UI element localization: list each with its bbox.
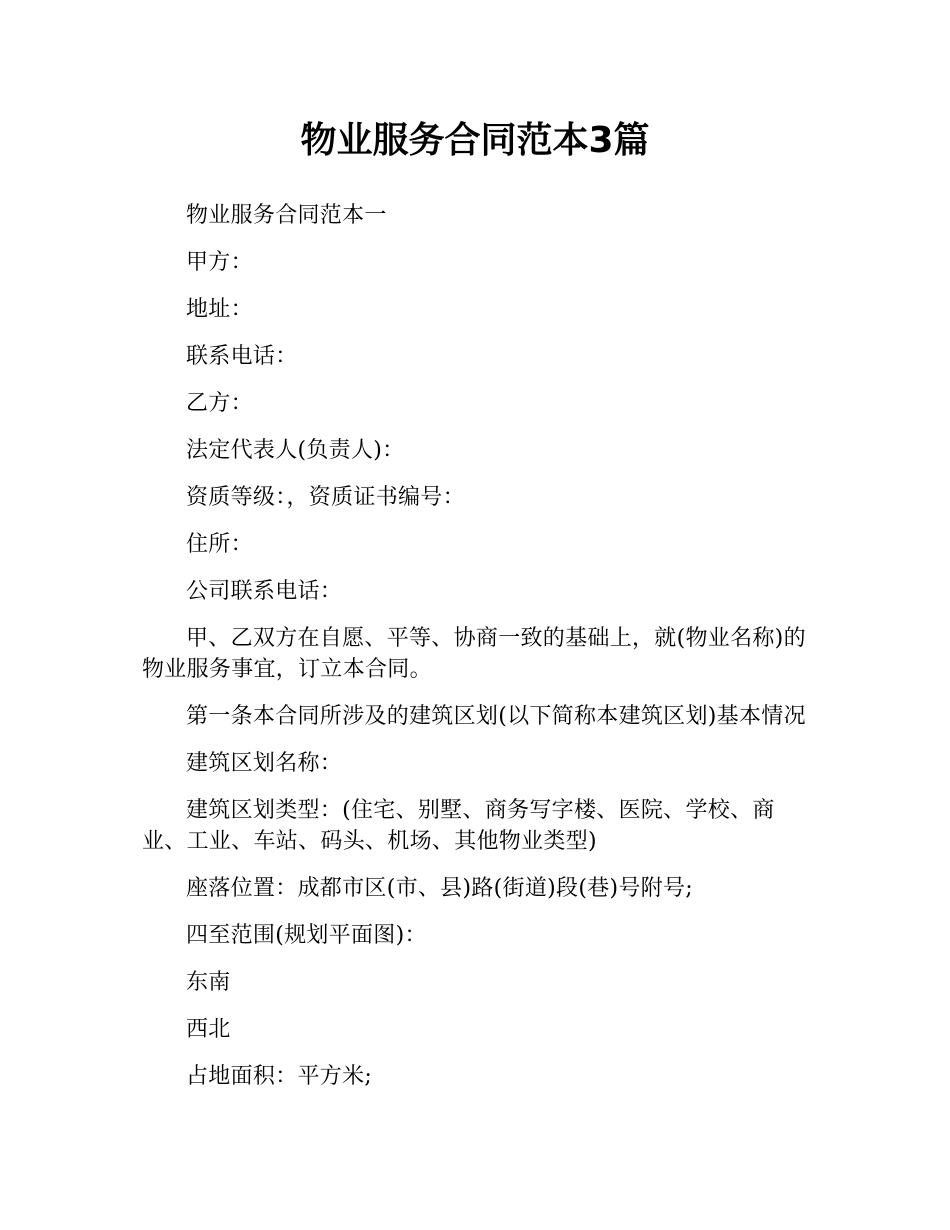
article-one-heading: 第一条本合同所涉及的建筑区划(以下简称本建筑区划)基本情况 — [186, 704, 806, 729]
subtitle-contract-one: 物业服务合同范本一 — [186, 203, 387, 228]
zone-name-label: 建筑区划名称： — [186, 751, 343, 776]
qualification-label: 资质等级：，资质证书编号： — [186, 485, 465, 510]
party-a-label: 甲方： — [186, 250, 253, 275]
legal-representative-label: 法定代表人(负责人)： — [186, 438, 405, 463]
party-b-label: 乙方： — [186, 391, 253, 416]
location-label: 座落位置：成都市区(市、县)路(街道)段(巷)号附号; — [186, 876, 694, 901]
company-phone-label: 公司联系电话： — [186, 579, 343, 604]
document-title: 物业服务合同范本3篇 — [300, 120, 650, 161]
phone-label: 联系电话： — [186, 344, 298, 369]
boundary-west-north: 西北 — [186, 1017, 231, 1042]
document-body — [142, 200, 810, 1108]
land-area-label: 占地面积：平方米; — [186, 1064, 373, 1089]
residence-label: 住所： — [186, 532, 253, 557]
boundary-east-south: 东南 — [186, 970, 231, 995]
boundary-label: 四至范围(规划平面图)： — [186, 923, 427, 948]
agreement-paragraph: 甲、乙双方在自愿、平等、协商一致的基础上，就(物业名称)的物业服务事宜，订立本合同。 — [142, 626, 806, 682]
address-label: 地址： — [186, 297, 253, 322]
zone-type-label: 建筑区划类型：(住宅、别墅、商务写字楼、医院、学校、商业、工业、车站、码头、机场、其他物业类型) — [142, 798, 775, 854]
